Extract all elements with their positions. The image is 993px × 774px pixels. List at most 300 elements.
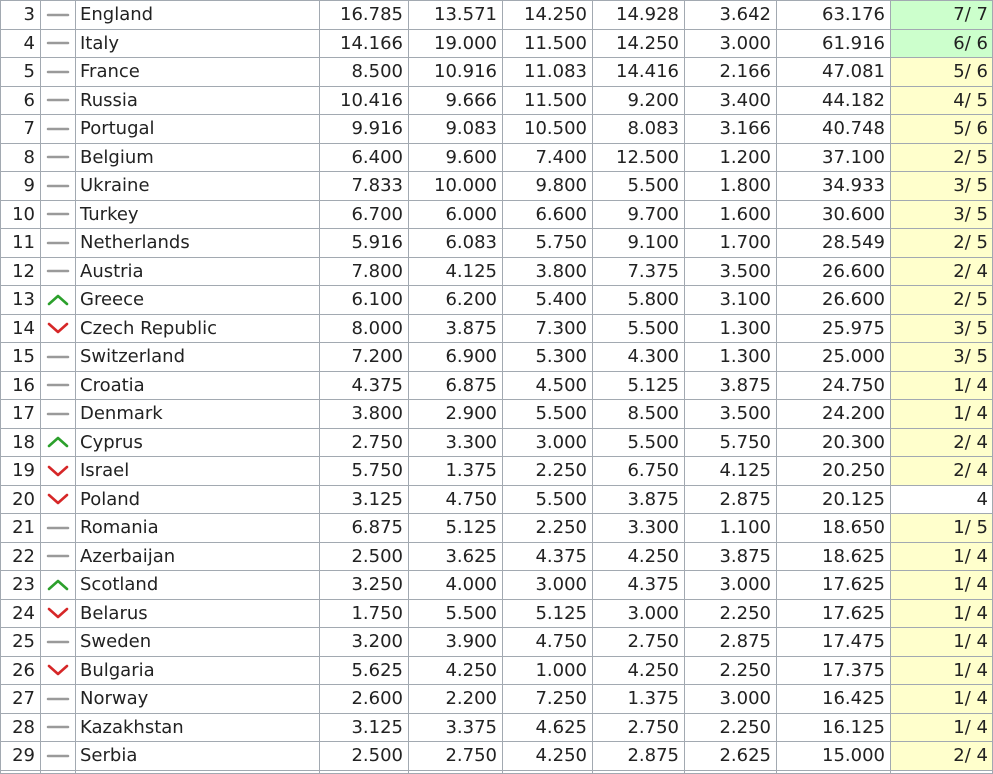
season-2-points-cell: 6.083 xyxy=(409,229,503,258)
rank-cell: 5 xyxy=(1,58,41,87)
season-3-points-cell: 5.500 xyxy=(503,485,593,514)
season-2-points-cell: 9.666 xyxy=(409,86,503,115)
trend-cell xyxy=(41,29,76,58)
season-3-points-cell: 5.125 xyxy=(503,599,593,628)
empty-cell xyxy=(503,770,593,773)
season-2-points-cell: 2.200 xyxy=(409,685,503,714)
season-4-points-cell: 8.083 xyxy=(593,115,685,144)
table-body xyxy=(1,1,993,774)
season-3-points-cell: 3.000 xyxy=(503,428,593,457)
season-1-points-cell: 6.875 xyxy=(320,514,409,543)
rank-up-icon xyxy=(47,578,69,592)
rank-down-icon xyxy=(47,663,69,677)
table-row xyxy=(1,229,993,258)
rank-cell: 26 xyxy=(1,656,41,685)
trend-cell xyxy=(41,115,76,144)
rank-cell: 17 xyxy=(1,400,41,429)
empty-cell xyxy=(685,770,777,773)
season-4-points-cell: 8.500 xyxy=(593,400,685,429)
teams-remaining-cell: 1/ 4 xyxy=(891,371,993,400)
season-2-points-cell: 3.875 xyxy=(409,314,503,343)
season-1-points-cell: 5.625 xyxy=(320,656,409,685)
country-cell: Greece xyxy=(76,286,320,315)
table-row xyxy=(1,1,993,30)
total-coefficient-cell: 17.475 xyxy=(777,628,891,657)
season-3-points-cell: 4.250 xyxy=(503,742,593,771)
rank-cell: 28 xyxy=(1,713,41,742)
trend-cell xyxy=(41,457,76,486)
total-coefficient-cell: 44.182 xyxy=(777,86,891,115)
season-4-points-cell: 2.750 xyxy=(593,628,685,657)
season-1-points-cell: 8.000 xyxy=(320,314,409,343)
season-5-points-cell: 3.875 xyxy=(685,542,777,571)
season-5-points-cell: 3.000 xyxy=(685,29,777,58)
season-2-points-cell: 6.000 xyxy=(409,200,503,229)
season-4-points-cell: 9.700 xyxy=(593,200,685,229)
trend-cell xyxy=(41,1,76,30)
empty-cell xyxy=(593,770,685,773)
season-1-points-cell: 7.200 xyxy=(320,343,409,372)
rank-cell: 18 xyxy=(1,428,41,457)
teams-remaining-cell: 4/ 5 xyxy=(891,86,993,115)
season-4-points-cell: 2.750 xyxy=(593,713,685,742)
season-4-points-cell: 3.000 xyxy=(593,599,685,628)
season-3-points-cell: 4.375 xyxy=(503,542,593,571)
table-row xyxy=(1,200,993,229)
season-3-points-cell: 10.500 xyxy=(503,115,593,144)
season-2-points-cell: 2.750 xyxy=(409,742,503,771)
season-3-points-cell: 2.250 xyxy=(503,457,593,486)
rank-cell: 3 xyxy=(1,1,41,30)
rank-unchanged-icon xyxy=(47,720,69,734)
country-cell: Azerbaijan xyxy=(76,542,320,571)
season-2-points-cell: 19.000 xyxy=(409,29,503,58)
trend-cell xyxy=(41,685,76,714)
rank-cell: 4 xyxy=(1,29,41,58)
season-2-points-cell: 5.500 xyxy=(409,599,503,628)
trend-cell xyxy=(41,314,76,343)
season-5-points-cell: 3.100 xyxy=(685,286,777,315)
country-cell: Portugal xyxy=(76,115,320,144)
season-4-points-cell: 14.416 xyxy=(593,58,685,87)
rank-cell: 25 xyxy=(1,628,41,657)
season-3-points-cell: 11.083 xyxy=(503,58,593,87)
season-1-points-cell: 5.916 xyxy=(320,229,409,258)
teams-remaining-cell: 3/ 5 xyxy=(891,172,993,201)
total-coefficient-cell: 25.975 xyxy=(777,314,891,343)
season-3-points-cell: 11.500 xyxy=(503,86,593,115)
teams-remaining-cell: 1/ 4 xyxy=(891,571,993,600)
season-5-points-cell: 3.642 xyxy=(685,1,777,30)
rank-cell: 8 xyxy=(1,143,41,172)
empty-cell xyxy=(76,770,320,773)
total-coefficient-cell: 17.625 xyxy=(777,571,891,600)
season-4-points-cell: 14.250 xyxy=(593,29,685,58)
empty-cell xyxy=(777,770,891,773)
rank-up-icon xyxy=(47,293,69,307)
trend-cell xyxy=(41,143,76,172)
total-coefficient-cell: 15.000 xyxy=(777,742,891,771)
rank-up-icon xyxy=(47,435,69,449)
table-row xyxy=(1,86,993,115)
rank-unchanged-icon xyxy=(47,93,69,107)
teams-remaining-cell: 7/ 7 xyxy=(891,1,993,30)
country-cell: Scotland xyxy=(76,571,320,600)
rank-unchanged-icon xyxy=(47,350,69,364)
empty-cell xyxy=(1,770,41,773)
season-1-points-cell: 3.800 xyxy=(320,400,409,429)
total-coefficient-cell: 17.625 xyxy=(777,599,891,628)
table-row xyxy=(1,685,993,714)
country-cell: Bulgaria xyxy=(76,656,320,685)
teams-remaining-cell: 3/ 5 xyxy=(891,314,993,343)
trend-cell xyxy=(41,542,76,571)
season-1-points-cell: 1.750 xyxy=(320,599,409,628)
rank-cell: 19 xyxy=(1,457,41,486)
season-1-points-cell: 2.750 xyxy=(320,428,409,457)
season-1-points-cell: 6.100 xyxy=(320,286,409,315)
season-1-points-cell: 3.200 xyxy=(320,628,409,657)
total-coefficient-cell: 30.600 xyxy=(777,200,891,229)
country-cell: Poland xyxy=(76,485,320,514)
teams-remaining-cell: 1/ 5 xyxy=(891,514,993,543)
country-cell: England xyxy=(76,1,320,30)
country-cell: France xyxy=(76,58,320,87)
season-2-points-cell: 2.900 xyxy=(409,400,503,429)
country-cell: Cyprus xyxy=(76,428,320,457)
country-cell: Belarus xyxy=(76,599,320,628)
table-row xyxy=(1,713,993,742)
season-2-points-cell: 9.600 xyxy=(409,143,503,172)
season-5-points-cell: 1.300 xyxy=(685,343,777,372)
season-1-points-cell: 14.166 xyxy=(320,29,409,58)
rank-cell: 14 xyxy=(1,314,41,343)
table-row xyxy=(1,115,993,144)
total-coefficient-cell: 61.916 xyxy=(777,29,891,58)
table-row xyxy=(1,428,993,457)
rank-cell: 20 xyxy=(1,485,41,514)
season-3-points-cell: 7.300 xyxy=(503,314,593,343)
total-coefficient-cell: 17.375 xyxy=(777,656,891,685)
rank-cell: 21 xyxy=(1,514,41,543)
season-5-points-cell: 3.400 xyxy=(685,86,777,115)
season-1-points-cell: 4.375 xyxy=(320,371,409,400)
season-3-points-cell: 6.600 xyxy=(503,200,593,229)
country-cell: Belgium xyxy=(76,143,320,172)
season-3-points-cell: 3.800 xyxy=(503,257,593,286)
season-2-points-cell: 9.083 xyxy=(409,115,503,144)
country-cell: Sweden xyxy=(76,628,320,657)
rank-cell: 7 xyxy=(1,115,41,144)
teams-remaining-cell: 2/ 5 xyxy=(891,143,993,172)
country-cell: Italy xyxy=(76,29,320,58)
teams-remaining-cell: 2/ 4 xyxy=(891,742,993,771)
trend-cell xyxy=(41,58,76,87)
season-2-points-cell: 3.300 xyxy=(409,428,503,457)
season-2-points-cell: 6.900 xyxy=(409,343,503,372)
rank-cell: 6 xyxy=(1,86,41,115)
rank-unchanged-icon xyxy=(47,521,69,535)
country-cell: Russia xyxy=(76,86,320,115)
season-1-points-cell: 16.785 xyxy=(320,1,409,30)
trend-cell xyxy=(41,485,76,514)
country-cell: Romania xyxy=(76,514,320,543)
country-cell: Turkey xyxy=(76,200,320,229)
season-5-points-cell: 3.875 xyxy=(685,371,777,400)
teams-remaining-cell: 2/ 5 xyxy=(891,229,993,258)
season-3-points-cell: 4.750 xyxy=(503,628,593,657)
empty-cell xyxy=(320,770,409,773)
season-4-points-cell: 7.375 xyxy=(593,257,685,286)
table-row xyxy=(1,400,993,429)
country-cell: Denmark xyxy=(76,400,320,429)
rank-down-icon xyxy=(47,492,69,506)
total-coefficient-cell: 20.300 xyxy=(777,428,891,457)
empty-cell xyxy=(891,770,993,773)
total-coefficient-cell: 37.100 xyxy=(777,143,891,172)
table-row xyxy=(1,58,993,87)
rank-down-icon xyxy=(47,464,69,478)
season-5-points-cell: 5.750 xyxy=(685,428,777,457)
season-5-points-cell: 1.700 xyxy=(685,229,777,258)
table-row xyxy=(1,172,993,201)
teams-remaining-cell: 5/ 6 xyxy=(891,58,993,87)
season-5-points-cell: 2.875 xyxy=(685,485,777,514)
trend-cell xyxy=(41,286,76,315)
teams-remaining-cell: 3/ 5 xyxy=(891,200,993,229)
table-row xyxy=(1,656,993,685)
rank-down-icon xyxy=(47,321,69,335)
season-4-points-cell: 12.500 xyxy=(593,143,685,172)
season-5-points-cell: 1.300 xyxy=(685,314,777,343)
teams-remaining-cell: 4 xyxy=(891,485,993,514)
country-cell: Croatia xyxy=(76,371,320,400)
rank-down-icon xyxy=(47,606,69,620)
rank-cell: 13 xyxy=(1,286,41,315)
trend-cell xyxy=(41,599,76,628)
season-5-points-cell: 2.625 xyxy=(685,742,777,771)
teams-remaining-cell: 1/ 4 xyxy=(891,656,993,685)
season-2-points-cell: 4.250 xyxy=(409,656,503,685)
season-4-points-cell: 3.300 xyxy=(593,514,685,543)
table-row xyxy=(1,314,993,343)
country-cell: Switzerland xyxy=(76,343,320,372)
rank-cell: 24 xyxy=(1,599,41,628)
total-coefficient-cell: 28.549 xyxy=(777,229,891,258)
table-row xyxy=(1,599,993,628)
rank-unchanged-icon xyxy=(47,207,69,221)
season-2-points-cell: 4.125 xyxy=(409,257,503,286)
season-4-points-cell: 5.500 xyxy=(593,428,685,457)
teams-remaining-cell: 2/ 4 xyxy=(891,457,993,486)
season-3-points-cell: 3.000 xyxy=(503,571,593,600)
season-1-points-cell: 2.600 xyxy=(320,685,409,714)
season-2-points-cell: 6.200 xyxy=(409,286,503,315)
country-cell: Kazakhstan xyxy=(76,713,320,742)
rank-unchanged-icon xyxy=(47,122,69,136)
rank-cell: 29 xyxy=(1,742,41,771)
rank-cell: 22 xyxy=(1,542,41,571)
rank-unchanged-icon xyxy=(47,179,69,193)
table-row xyxy=(1,571,993,600)
season-5-points-cell: 3.500 xyxy=(685,400,777,429)
teams-remaining-cell: 3/ 5 xyxy=(891,343,993,372)
season-2-points-cell: 4.750 xyxy=(409,485,503,514)
total-coefficient-cell: 63.176 xyxy=(777,1,891,30)
season-2-points-cell: 13.571 xyxy=(409,1,503,30)
rank-cell: 27 xyxy=(1,685,41,714)
rank-unchanged-icon xyxy=(47,150,69,164)
trend-cell xyxy=(41,628,76,657)
season-3-points-cell: 5.750 xyxy=(503,229,593,258)
rank-cell: 15 xyxy=(1,343,41,372)
country-cell: Austria xyxy=(76,257,320,286)
table-row xyxy=(1,628,993,657)
rank-unchanged-icon xyxy=(47,65,69,79)
season-4-points-cell: 4.375 xyxy=(593,571,685,600)
season-5-points-cell: 2.250 xyxy=(685,599,777,628)
season-4-points-cell: 5.125 xyxy=(593,371,685,400)
rank-unchanged-icon xyxy=(47,549,69,563)
season-5-points-cell: 1.800 xyxy=(685,172,777,201)
country-cell: Israel xyxy=(76,457,320,486)
season-2-points-cell: 6.875 xyxy=(409,371,503,400)
teams-remaining-cell: 1/ 4 xyxy=(891,685,993,714)
season-1-points-cell: 6.700 xyxy=(320,200,409,229)
teams-remaining-cell: 1/ 4 xyxy=(891,542,993,571)
season-5-points-cell: 2.166 xyxy=(685,58,777,87)
season-3-points-cell: 5.400 xyxy=(503,286,593,315)
season-1-points-cell: 2.500 xyxy=(320,542,409,571)
season-2-points-cell: 3.900 xyxy=(409,628,503,657)
table-row xyxy=(1,257,993,286)
total-coefficient-cell: 26.600 xyxy=(777,257,891,286)
season-1-points-cell: 6.400 xyxy=(320,143,409,172)
season-2-points-cell: 10.916 xyxy=(409,58,503,87)
table-row xyxy=(1,457,993,486)
season-5-points-cell: 4.125 xyxy=(685,457,777,486)
season-2-points-cell: 5.125 xyxy=(409,514,503,543)
table-row xyxy=(1,514,993,543)
season-4-points-cell: 4.300 xyxy=(593,343,685,372)
season-4-points-cell: 2.875 xyxy=(593,742,685,771)
season-5-points-cell: 1.200 xyxy=(685,143,777,172)
empty-cell xyxy=(41,770,76,773)
season-1-points-cell: 7.833 xyxy=(320,172,409,201)
teams-remaining-cell: 1/ 4 xyxy=(891,628,993,657)
rank-cell: 10 xyxy=(1,200,41,229)
season-5-points-cell: 2.875 xyxy=(685,628,777,657)
season-1-points-cell: 3.125 xyxy=(320,485,409,514)
trend-cell xyxy=(41,86,76,115)
season-1-points-cell: 8.500 xyxy=(320,58,409,87)
total-coefficient-cell: 20.250 xyxy=(777,457,891,486)
season-3-points-cell: 4.625 xyxy=(503,713,593,742)
trend-cell xyxy=(41,428,76,457)
trend-cell xyxy=(41,200,76,229)
trend-cell xyxy=(41,172,76,201)
season-5-points-cell: 1.100 xyxy=(685,514,777,543)
country-cell: Serbia xyxy=(76,742,320,771)
total-coefficient-cell: 18.650 xyxy=(777,514,891,543)
season-3-points-cell: 11.500 xyxy=(503,29,593,58)
trend-cell xyxy=(41,343,76,372)
trend-cell xyxy=(41,713,76,742)
total-coefficient-cell: 16.425 xyxy=(777,685,891,714)
season-1-points-cell: 3.125 xyxy=(320,713,409,742)
table-row-partial xyxy=(1,770,993,773)
rank-cell: 16 xyxy=(1,371,41,400)
teams-remaining-cell: 1/ 4 xyxy=(891,599,993,628)
season-4-points-cell: 5.500 xyxy=(593,314,685,343)
season-3-points-cell: 7.250 xyxy=(503,685,593,714)
season-1-points-cell: 5.750 xyxy=(320,457,409,486)
season-4-points-cell: 4.250 xyxy=(593,542,685,571)
rank-cell: 9 xyxy=(1,172,41,201)
season-4-points-cell: 5.500 xyxy=(593,172,685,201)
total-coefficient-cell: 25.000 xyxy=(777,343,891,372)
total-coefficient-cell: 20.125 xyxy=(777,485,891,514)
season-3-points-cell: 7.400 xyxy=(503,143,593,172)
season-4-points-cell: 9.100 xyxy=(593,229,685,258)
rank-unchanged-icon xyxy=(47,36,69,50)
teams-remaining-cell: 1/ 4 xyxy=(891,713,993,742)
table-row xyxy=(1,371,993,400)
country-cell: Czech Republic xyxy=(76,314,320,343)
trend-cell xyxy=(41,571,76,600)
season-1-points-cell: 10.416 xyxy=(320,86,409,115)
season-5-points-cell: 3.000 xyxy=(685,685,777,714)
rank-unchanged-icon xyxy=(47,264,69,278)
trend-cell xyxy=(41,371,76,400)
season-4-points-cell: 4.250 xyxy=(593,656,685,685)
season-3-points-cell: 1.000 xyxy=(503,656,593,685)
empty-cell xyxy=(409,770,503,773)
season-5-points-cell: 3.000 xyxy=(685,571,777,600)
total-coefficient-cell: 47.081 xyxy=(777,58,891,87)
trend-cell xyxy=(41,257,76,286)
season-1-points-cell: 9.916 xyxy=(320,115,409,144)
season-4-points-cell: 5.800 xyxy=(593,286,685,315)
teams-remaining-cell: 2/ 4 xyxy=(891,428,993,457)
teams-remaining-cell: 2/ 5 xyxy=(891,286,993,315)
total-coefficient-cell: 24.750 xyxy=(777,371,891,400)
trend-cell xyxy=(41,742,76,771)
rank-unchanged-icon xyxy=(47,8,69,22)
season-2-points-cell: 4.000 xyxy=(409,571,503,600)
season-2-points-cell: 3.375 xyxy=(409,713,503,742)
rank-unchanged-icon xyxy=(47,692,69,706)
country-cell: Norway xyxy=(76,685,320,714)
total-coefficient-cell: 18.625 xyxy=(777,542,891,571)
table-row xyxy=(1,286,993,315)
teams-remaining-cell: 1/ 4 xyxy=(891,400,993,429)
rank-unchanged-icon xyxy=(47,635,69,649)
trend-cell xyxy=(41,514,76,543)
season-3-points-cell: 4.500 xyxy=(503,371,593,400)
season-4-points-cell: 6.750 xyxy=(593,457,685,486)
trend-cell xyxy=(41,656,76,685)
table-row xyxy=(1,343,993,372)
total-coefficient-cell: 16.125 xyxy=(777,713,891,742)
table-row xyxy=(1,542,993,571)
season-5-points-cell: 3.500 xyxy=(685,257,777,286)
teams-remaining-cell: 6/ 6 xyxy=(891,29,993,58)
table-row xyxy=(1,143,993,172)
teams-remaining-cell: 5/ 6 xyxy=(891,115,993,144)
total-coefficient-cell: 40.748 xyxy=(777,115,891,144)
total-coefficient-cell: 26.600 xyxy=(777,286,891,315)
